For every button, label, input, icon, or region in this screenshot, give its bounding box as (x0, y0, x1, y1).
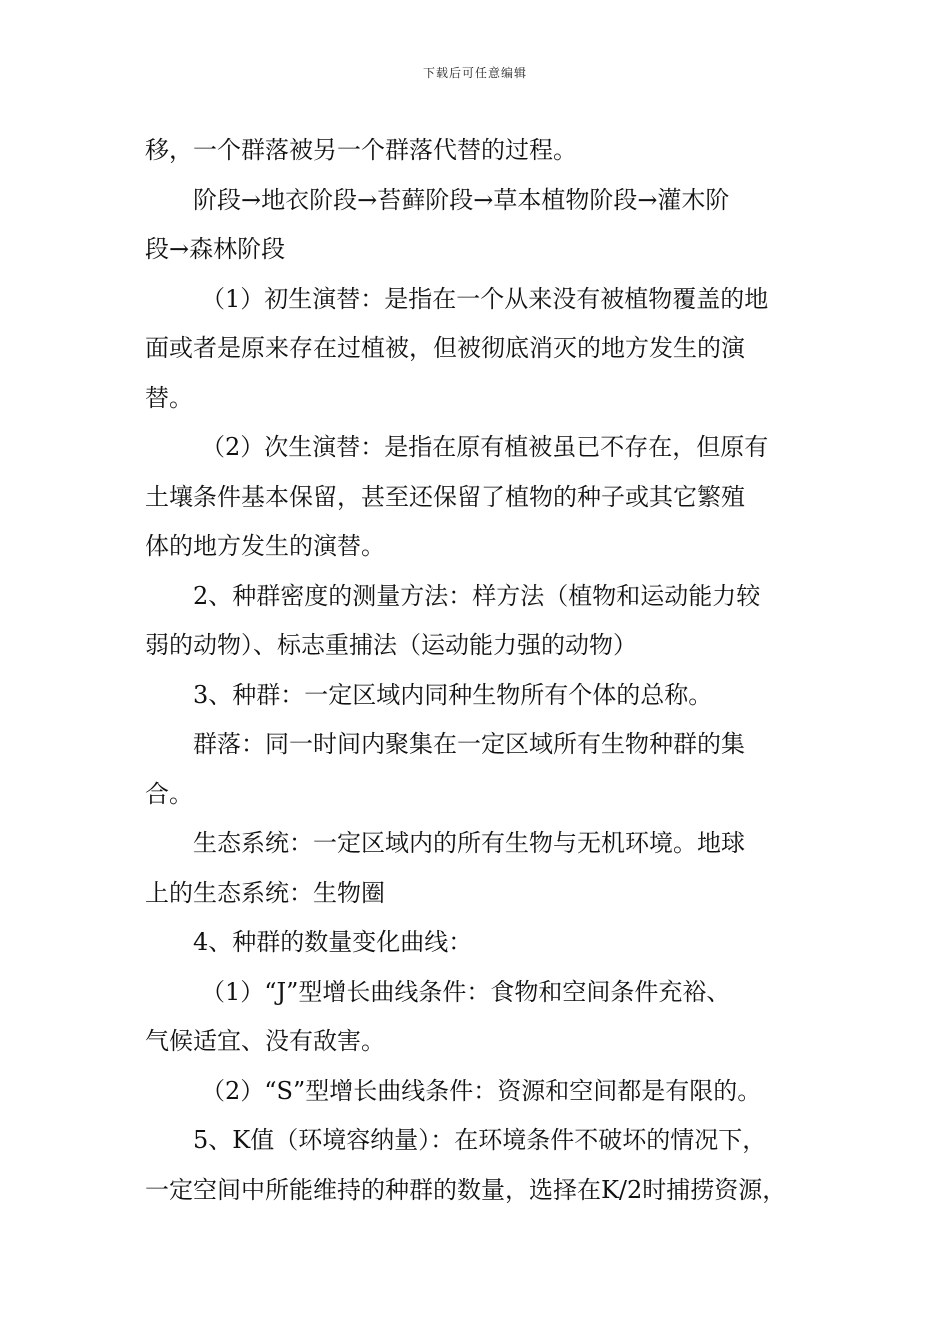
text-line: 3、种群：一定区域内同种生物所有个体的总称。 (193, 680, 713, 709)
text-line: 气候适宜、没有敌害。 (145, 1027, 385, 1055)
text-line: 一定空间中所能维持的种群的数量，选择在K/2时捕捞资源， (145, 1175, 787, 1204)
text-line: 合。 (145, 779, 193, 808)
text-line: 5、K值（环境容纳量）：在环境条件不破坏的情况下， (193, 1126, 767, 1154)
text-line: 弱的动物）、标志重捕法（运动能力强的动物） (145, 631, 637, 659)
page-header: 下载后可任意编辑 (422, 66, 527, 80)
text-line: 段→森林阶段 (145, 235, 286, 263)
text-line: 体的地方发生的演替。 (145, 532, 385, 560)
text-line: 生态系统：一定区域内的所有生物与无机环境。地球 (193, 829, 745, 857)
text-line: （1）“J”型增长曲线条件：食物和空间条件充裕、 (201, 977, 731, 1006)
text-line: 群落：同一时间内聚集在一定区域所有生物种群的集 (193, 730, 745, 758)
text-line: 上的生态系统：生物圈 (145, 878, 385, 907)
text-line: 移，一个群落被另一个群落代替的过程。 (145, 136, 577, 164)
text-line: （1）初生演替：是指在一个从来没有被植物覆盖的地 (201, 284, 769, 313)
text-line: 2、种群密度的测量方法：样方法（植物和运动能力较 (193, 581, 761, 610)
text-line: 阶段→地衣阶段→苔藓阶段→草本植物阶段→灌木阶 (193, 185, 730, 214)
document-body (145, 126, 817, 1215)
text-line: 面或者是原来存在过植被，但被彻底消灭的地方发生的演 (145, 334, 745, 362)
text-line: （2）次生演替：是指在原有植被虽已不存在，但原有 (201, 433, 769, 461)
text-line: 土壤条件基本保留，甚至还保留了植物的种子或其它繁殖 (145, 482, 745, 511)
text-line: 4、种群的数量变化曲线： (193, 928, 473, 956)
text-line: （2）“S”型增长曲线条件：资源和空间都是有限的。 (201, 1076, 762, 1105)
text-line: 替。 (145, 383, 193, 412)
